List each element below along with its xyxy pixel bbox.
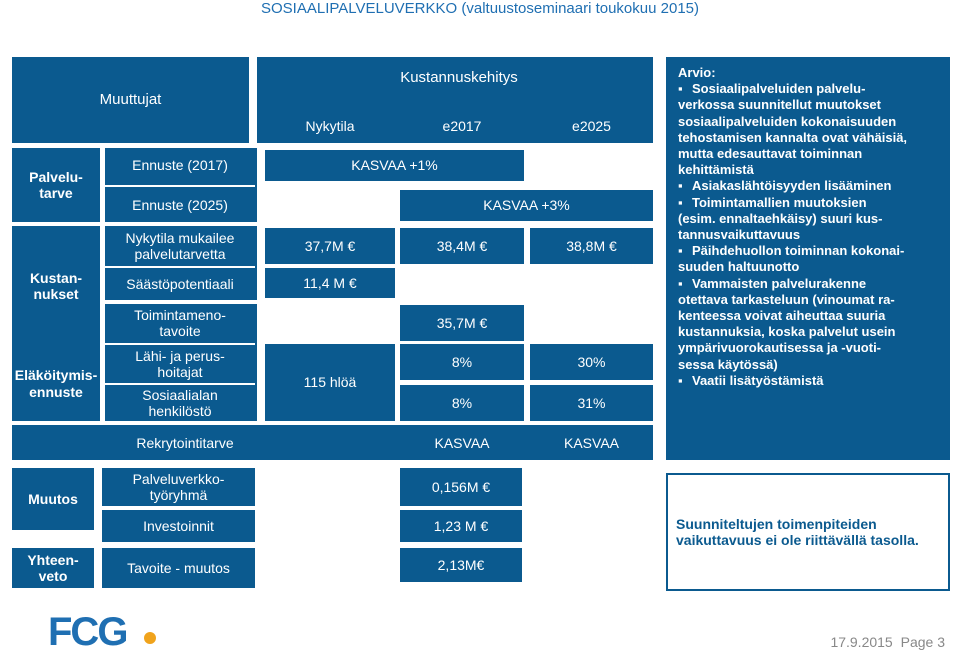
side-yhteenveto — [12, 548, 94, 588]
arvio-line: (esim. ennaltaehkäisy) suuri kus- — [678, 210, 883, 226]
row-ennuste-2025 — [105, 190, 255, 220]
side-muutos — [12, 468, 94, 530]
arvio-bullet-line: ▪ Asiakaslähtöisyyden lisääminen — [678, 178, 942, 194]
kustannuskehitys-label: Kustannuskehitys — [400, 69, 518, 87]
kasvaa-1-value: KASVAA +1% — [351, 157, 438, 174]
column-divider — [257, 148, 265, 421]
row-lahi-perushoitajat — [105, 346, 255, 382]
arvio-line: tannusvaikuttavuus — [678, 227, 801, 243]
arvio-line: suuden haltuunotto — [678, 259, 800, 275]
e2017-8b-cell — [400, 385, 524, 421]
rek-kasvaa-e2017-value: KASVAA — [434, 434, 490, 451]
arvio-line: otettava tarkasteluun (vinoumat ra- — [678, 291, 895, 307]
muuttujat-label: Muuttujat — [99, 91, 162, 109]
ennuste-2017-label: Ennuste (2017) — [132, 156, 228, 173]
kustannukset-label: Kustan- nukset — [29, 269, 83, 302]
arvio-line: verkossa suunnitellut muutokset — [678, 97, 881, 113]
arvio-line: sessa käytössä) — [678, 356, 778, 372]
arvio-line: kustannuksia, koska palvelut usein — [678, 324, 896, 340]
footer-date-page — [805, 634, 945, 652]
conclusion-box — [666, 473, 950, 591]
fcg-logo — [48, 612, 126, 652]
toimintamenotavoite-label: Toimintameno- tavoite — [134, 306, 226, 339]
nykytila-115-cell — [265, 344, 395, 421]
arvio-bullet-line: ▪ Toimintamallien muutoksien — [678, 195, 942, 211]
nykytila-header — [265, 112, 395, 140]
v-0156-value: 0,156M € — [431, 478, 491, 495]
arvio-line: tehostamisen kannalta ovat vähäisiä, — [678, 129, 908, 145]
kasvaa-3-value: KASVAA +3% — [483, 197, 570, 214]
saastopotentiaali-label: Säästöpotentiaali — [126, 275, 234, 292]
nykytila-114-cell — [265, 268, 395, 298]
nykytila-377-value: 37,7M € — [304, 237, 356, 254]
nykytila-115-value: 115 hlöä — [303, 374, 357, 391]
v-213-value: 2,13M€ — [437, 556, 485, 573]
fcg-logo-text: FCG — [48, 610, 127, 654]
e2025-31-value: 31% — [577, 394, 606, 411]
row-saastopotentiaali — [105, 270, 255, 298]
kasvaa-1-cell — [265, 150, 524, 181]
page-title: SOSIAALIPALVELUVERKKO (valtuustoseminaari toukokuu 2015) — [261, 0, 699, 17]
investoinnit-label: Investoinnit — [143, 517, 214, 534]
elakoitymisennuste-label: Eläköitymis- ennuste — [14, 367, 98, 400]
section-divider — [12, 421, 653, 425]
rekrytointitarve-label-cell — [100, 426, 270, 460]
v-123-value: 1,23 M € — [433, 517, 489, 534]
arvio-bullet-line: ▪ Sosiaalipalveluiden palvelu- — [678, 81, 942, 97]
row-divider — [105, 343, 255, 345]
v-123-cell — [400, 510, 522, 542]
conclusion-text: Suunniteltujen toimenpiteiden vaikuttavuus ei ole riittävällä tasolla. — [676, 516, 919, 548]
arvio-line: mutta edesauttavat toiminnan — [678, 146, 863, 162]
rek-kasvaa-e2025-cell — [530, 426, 653, 460]
e2025-label: e2025 — [572, 117, 611, 134]
side-kustannukset — [12, 226, 100, 346]
kustannuskehitys-header — [265, 64, 653, 92]
e2017-8a-cell — [400, 344, 524, 380]
nykytila-label: Nykytila — [305, 117, 355, 134]
e2025-30-cell — [530, 344, 653, 380]
tavoite-muutos-label: Tavoite - muutos — [127, 559, 230, 576]
row-sosiaalialan-henkilosto — [105, 385, 255, 421]
logo-dot-icon — [144, 632, 156, 644]
footer-date: 17.9.2015 — [830, 634, 893, 650]
rekrytointitarve-label: Rekrytointitarve — [136, 434, 234, 451]
row-palveluverkkotyoryhma — [102, 468, 255, 506]
side-palvelutarve — [12, 148, 100, 222]
e2025-388-value: 38,8M € — [566, 237, 617, 254]
row-toimintamenotavoite — [105, 305, 255, 341]
row-investoinnit — [102, 510, 255, 542]
footer-page: Page 3 — [900, 634, 945, 650]
arvio-panel — [666, 57, 950, 460]
nykytila-114-value: 11,4 M € — [303, 274, 357, 291]
muuttujat-header — [12, 57, 257, 143]
v-0156-cell — [400, 468, 522, 506]
arvio-bullet-line: ▪ Vaatii lisätyöstämistä — [678, 373, 942, 389]
e2017-8a-value: 8% — [451, 353, 473, 370]
rek-kasvaa-e2017-cell — [400, 426, 524, 460]
row-divider — [105, 185, 255, 187]
e2017-384-cell — [400, 228, 524, 264]
ennuste-2025-label: Ennuste (2025) — [132, 196, 228, 213]
palvelutarve-label: Palvelu- tarve — [29, 168, 83, 201]
e2017-357-cell — [400, 305, 524, 341]
v-213-cell — [400, 548, 522, 582]
arvio-bullet-line: ▪ Päihdehuollon toiminnan kokonai- — [678, 243, 942, 259]
nykytila-377-cell — [265, 228, 395, 264]
e2025-388-cell — [530, 228, 653, 264]
arvio-line: Arvio: — [678, 65, 716, 80]
palveluverkkotyoryhma-label: Palveluverkko- työryhmä — [132, 470, 225, 503]
e2017-header — [400, 112, 524, 140]
lahi-perushoitajat-label: Lähi- ja perus- hoitajat — [135, 347, 225, 380]
side-elakoitymisennuste — [12, 346, 100, 421]
arvio-line: kenteessa voivat aiheuttaa suuria — [678, 308, 886, 324]
e2017-label: e2017 — [442, 117, 482, 134]
e2017-8b-value: 8% — [451, 394, 473, 411]
e2025-header — [530, 112, 653, 140]
nykytila-mukailee-label: Nykytila mukailee palvelutarvetta — [125, 229, 235, 262]
arvio-line: ympärivuorokautisessa ja -vuoti- — [678, 340, 882, 356]
e2017-357-value: 35,7M € — [436, 314, 488, 331]
row-ennuste-2017 — [105, 150, 255, 180]
sosiaalialan-label: Sosiaalialan henkilöstö — [142, 386, 218, 419]
arvio-line: kehittämistä — [678, 162, 754, 178]
e2017-384-value: 38,4M € — [436, 237, 488, 254]
row-nykytila-mukailee — [105, 228, 255, 264]
e2025-31-cell — [530, 385, 653, 421]
row-tavoite-muutos — [102, 548, 255, 588]
yhteenveto-label: Yhteen- veto — [27, 551, 79, 584]
muutos-label: Muutos — [28, 490, 78, 507]
row-divider — [105, 266, 255, 268]
e2025-30-value: 30% — [577, 353, 606, 370]
arvio-line: sosiaalipalveluiden kokonaisuuden — [678, 113, 897, 129]
arvio-bullet-line: ▪ Vammaisten palvelurakenne — [678, 276, 942, 292]
rek-kasvaa-e2025-value: KASVAA — [564, 434, 619, 451]
kasvaa-3-cell — [400, 190, 653, 221]
